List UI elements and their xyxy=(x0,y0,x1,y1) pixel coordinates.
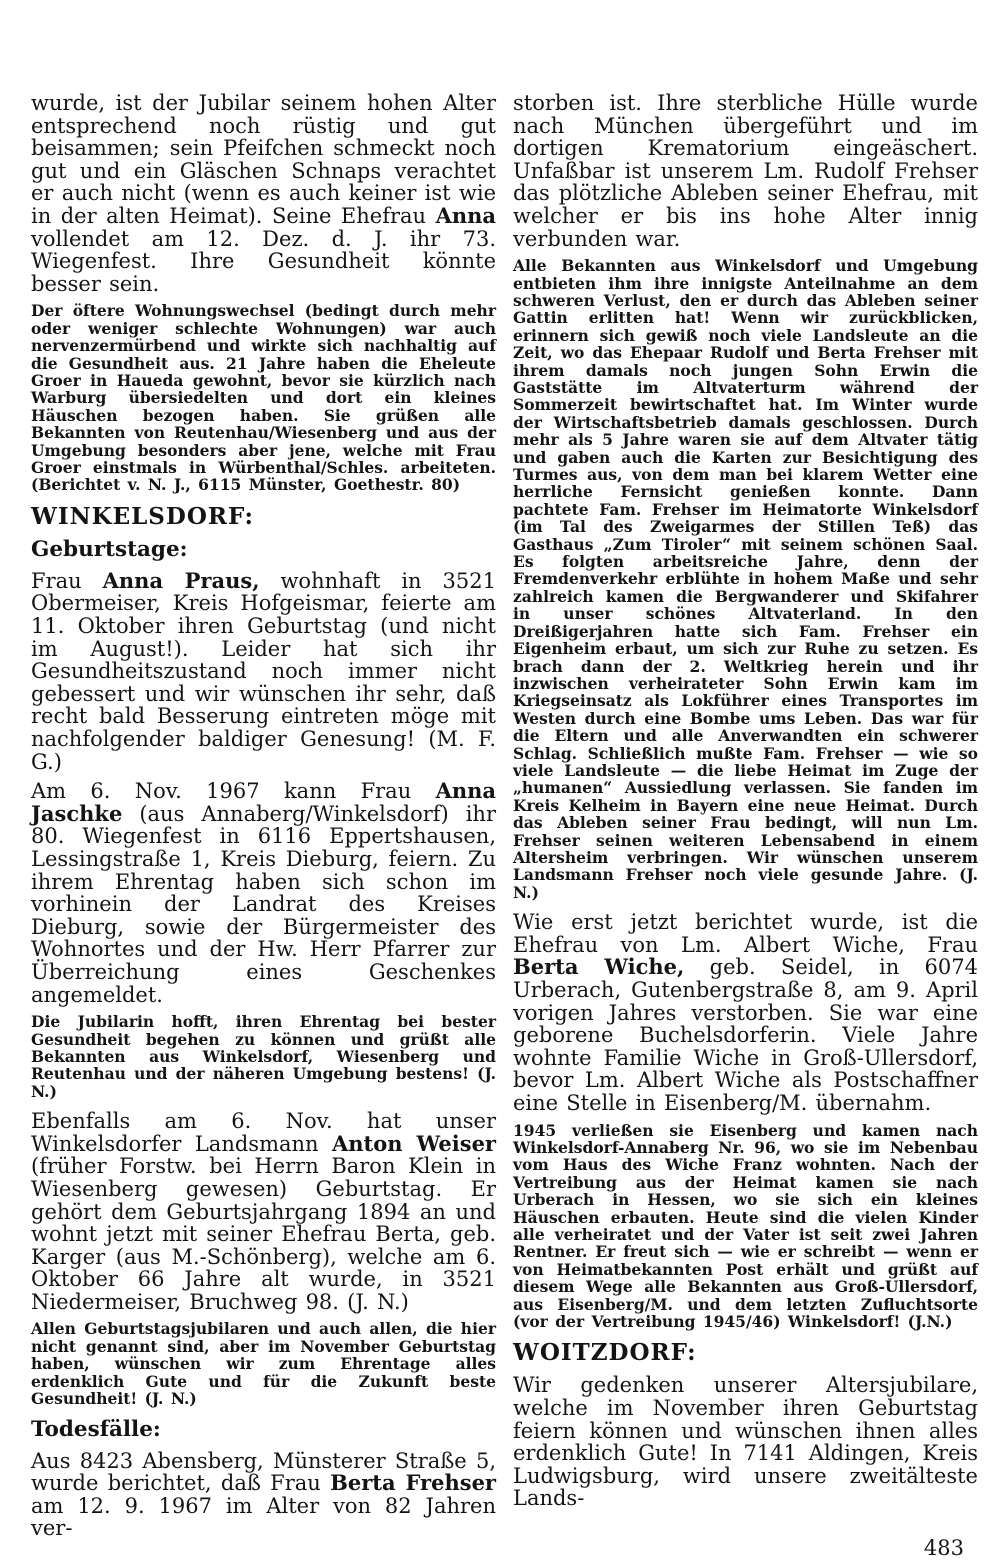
emphasized-name: Berta Frehser xyxy=(330,1470,496,1496)
article-paragraph: Wir gedenken unserer Altersjubilare, welche im November ihren Geburtstag feiern können und wünschen ihnen alles erdenklich Gute! In 7141 Aldingen, Kreis Ludwigsburg, wird unsere zweitälteste Lands- xyxy=(513,1373,978,1511)
article-paragraph: storben ist. Ihre sterbliche Hülle wurde nach München übergeführt und im dortigen Krematorium eingeäschert. Unfaßbar ist unserem Lm. Rudolf Frehser das plötzliche Ableben seiner Ehefrau, mit welcher er bis ins hohe Alter innig verbunden war. xyxy=(513,91,978,251)
article-paragraph: Frau Anna Praus, wohnhaft in 3521 Obermeiser, Kreis Hofgeismar, feierte am 11. Oktober ihren Geburtstag (und nicht im August!). Leider hat sich ihr Gesundheitszustand noch immer nicht gebessert und wir wünschen ihr sehr, daß recht bald Besserung eintreten möge mit nachfolgender baldiger Genesung! (M. F. G.) xyxy=(31,567,496,774)
article-paragraph: Wie erst jetzt berichtet wurde, ist die Ehefrau von Lm. Albert Wiche, Frau Berta Wiche, geb. Seidel, in 6074 Urberach, Gutenbergstraße 8, am 9. April vorigen Jahres verstorben. Sie war eine geborene Buchelsdorferin. Viele Jahre wohnte Familie Wiche in Groß-Ullersdorf, bevor Lm. Albert Wiche als Postschaffner eine Stelle in Eisenberg/M. übernahm. xyxy=(513,910,978,1115)
right-column xyxy=(513,91,978,1560)
emphasized-name: Anna Praus, xyxy=(102,567,260,593)
emphasized-name: Anna Jaschke xyxy=(31,778,496,826)
editorial-note-paragraph: Der öftere Wohnungswechsel (bedingt durch mehr oder weniger schlechte Wohnungen) war auch nervenzermürbend und wirkte sich nachhaltig auf die Gesundheit aus. 21 Jahre haben die Eheleute Groer in Haueda gewohnt, bevor sie kürzlich nach Warburg übersiedelten und dort ein kleines Häuschen bezogen haben. Sie grüßen alle Bekannten von Reutenhau/Wiesenberg und aus der Umgebung besonders aber jene, welche mit Frau Groer einstmals in Würbenthal/Schles. arbeiteten. (Berichtet v. N. J., 6115 Münster, Goethestr. 80) xyxy=(31,301,496,495)
editorial-note-paragraph: Alle Bekannten aus Winkelsdorf und Umgebung entbieten ihm ihre innigste Anteilnahme an dem schweren Verlust, den er durch das Ableben seiner Gattin erlitten hat! Wenn wir zurückblicken, erinnern sich gewiß noch viele Landsleute an die Zeit, wo das Ehepaar Rudolf und Berta Frehser mit ihrem damals noch jungen Sohn Erwin die Gaststätte im Altvaterturm während der Sommerzeit bewirtschaftet hat. Im Winter wurde der Wirtschaftsbetrieb damals geschlossen. Durch mehr als 5 Jahre waren sie auf dem Altvater tätig und gaben auch die Karten zur Besichtigung des Turmes aus, von dem man bei klarem Wetter eine herrliche Fernsicht genießen konnte. Dann pachtete Fam. Frehser im Heimatorte Winkelsdorf (im Tal des Zweigarmes der Stillen Teß) das Gasthaus „Zum Tiroler“ mit seinem schönen Saal. Es folgten arbeitsreiche Jahre, denn der Fremdenverkehr erblühte in hohem Maße und sehr zahlreich kamen die Bergwanderer und Skifahrer in unser schönes Altvaterland. In den Dreißigerjahren hatte sich Fam. Frehser ein Eigenheim erbaut, um sich zur Ruhe zu setzen. Es brach dann der 2. Weltkrieg herein und ihr inzwischen verheirateter Sohn Erwin kam im Kriegseinsatz als Lokführer eines Transportes im Westen durch eine Bombe ums Leben. Das war für die Eltern und alle Anverwandten ein schwerer Schlag. Schließlich mußte Fam. Frehser — wie so viele Landsleute — die liebe Heimat im Zuge der „humanen“ Aussiedlung verlassen. Sie fanden im Kreis Kelheim in Bayern eine neue Heimat. Durch das Ableben seiner Frau bedingt, will nun Lm. Frehser seinen weiteren Lebensabend in einem Altersheim verbringen. Wir wünschen unserem Landsmann Frehser noch viele gesunde Jahre. (J. N.) xyxy=(513,256,978,902)
emphasized-name: Anton Weiser xyxy=(331,1130,496,1156)
emphasized-name: Berta Wiche, xyxy=(513,954,685,980)
page-number: 483 xyxy=(923,1535,964,1560)
article-paragraph: wurde, ist der Jubilar seinem hohen Alter entsprechend noch rüstig und gut beisammen; sein Pfeifchen schmeckt noch gut und ein Gläschen Schnaps verachtet er auch nicht (wenn es auch keiner ist wie in der alten Heimat). Seine Ehefrau Anna vollendet am 12. Dez. d. J. ihr 73. Wiegenfest. Ihre Gesundheit könnte besser sein. xyxy=(31,91,496,296)
article-paragraph: Ebenfalls am 6. Nov. hat unser Winkelsdorfer Landsmann Anton Weiser (früher Forstw. bei Herrn Baron Klein in Wiesenberg gewesen) Geburtstag. Er gehört dem Geburtsjahrgang 1894 an und wohnt jetzt mit seiner Ehefrau Berta, geb. Karger (aus M.-Schönberg), welche am 6. Oktober 66 Jahre alt wurde, in 3521 Niedermeiser, Bruchweg 98. (J. N.) xyxy=(31,1109,496,1314)
section-heading: WOITZDORF: xyxy=(513,1339,697,1367)
editorial-note-paragraph: Die Jubilarin hofft, ihren Ehrentag bei bester Gesundheit begehen zu können und grüßt alle Bekannten aus Winkelsdorf, Wiesenberg und Reutenhau und der näheren Umgebung bestens! (J. N.) xyxy=(31,1012,496,1101)
editorial-note-paragraph: Allen Geburtstagsjubilaren und auch allen, die hier nicht genannt sind, aber im November Geburtstag haben, wünschen wir zum Ehrentage alles erdenklich Gute und für die Zukunft beste Gesundheit! (J. N.) xyxy=(31,1319,496,1409)
emphasized-name: Anna xyxy=(435,202,496,228)
subsection-heading: Todesfälle: xyxy=(31,1416,161,1442)
left-column xyxy=(31,91,496,1541)
editorial-note-paragraph: 1945 verließen sie Eisenberg und kamen nach Winkelsdorf-Annaberg Nr. 96, wo sie im Nebenbau vom Haus des Wiche Franz wohnten. Nach der Vertreibung aus der Heimat kamen sie nach Urberach in Hessen, wo sie sich ein kleines Häuschen erbauten. Heute sind die vielen Kinder alle verheiratet und der Vater ist seit zwei Jahren Rentner. Er freut sich — wie er schreibt — wenn er von Heimatbekannten Post erhält und grüßt auf diesem Wege alle Bekannten aus Groß-Ullersdorf, aus Eisenberg/M. und dem letzten Zufluchtsorte (vor der Vertreibung 1945/46) Winkelsdorf! (J.N.) xyxy=(513,1120,978,1331)
section-heading: WINKELSDORF: xyxy=(31,502,255,530)
article-paragraph: Aus 8423 Abensberg, Münsterer Straße 5, wurde berichtet, daß Frau Berta Frehser am 12. 9. 1967 im Alter von 82 Jahren ver- xyxy=(31,1448,496,1541)
subsection-heading: Geburtstage: xyxy=(31,536,188,562)
article-paragraph: Am 6. Nov. 1967 kann Frau Anna Jaschke (aus Annaberg/Winkelsdorf) ihr 80. Wiegenfest in 6116 Eppertshausen, Lessingstraße 1, Kreis Dieburg, feiern. Zu ihrem Ehrentag haben sich schon im vorhinein der Landrat des Kreises Dieburg, sowie der Bürgermeister des Wohnortes und der Hw. Herr Pfarrer zur Überreichung eines Geschenkes angemeldet. xyxy=(31,778,496,1007)
